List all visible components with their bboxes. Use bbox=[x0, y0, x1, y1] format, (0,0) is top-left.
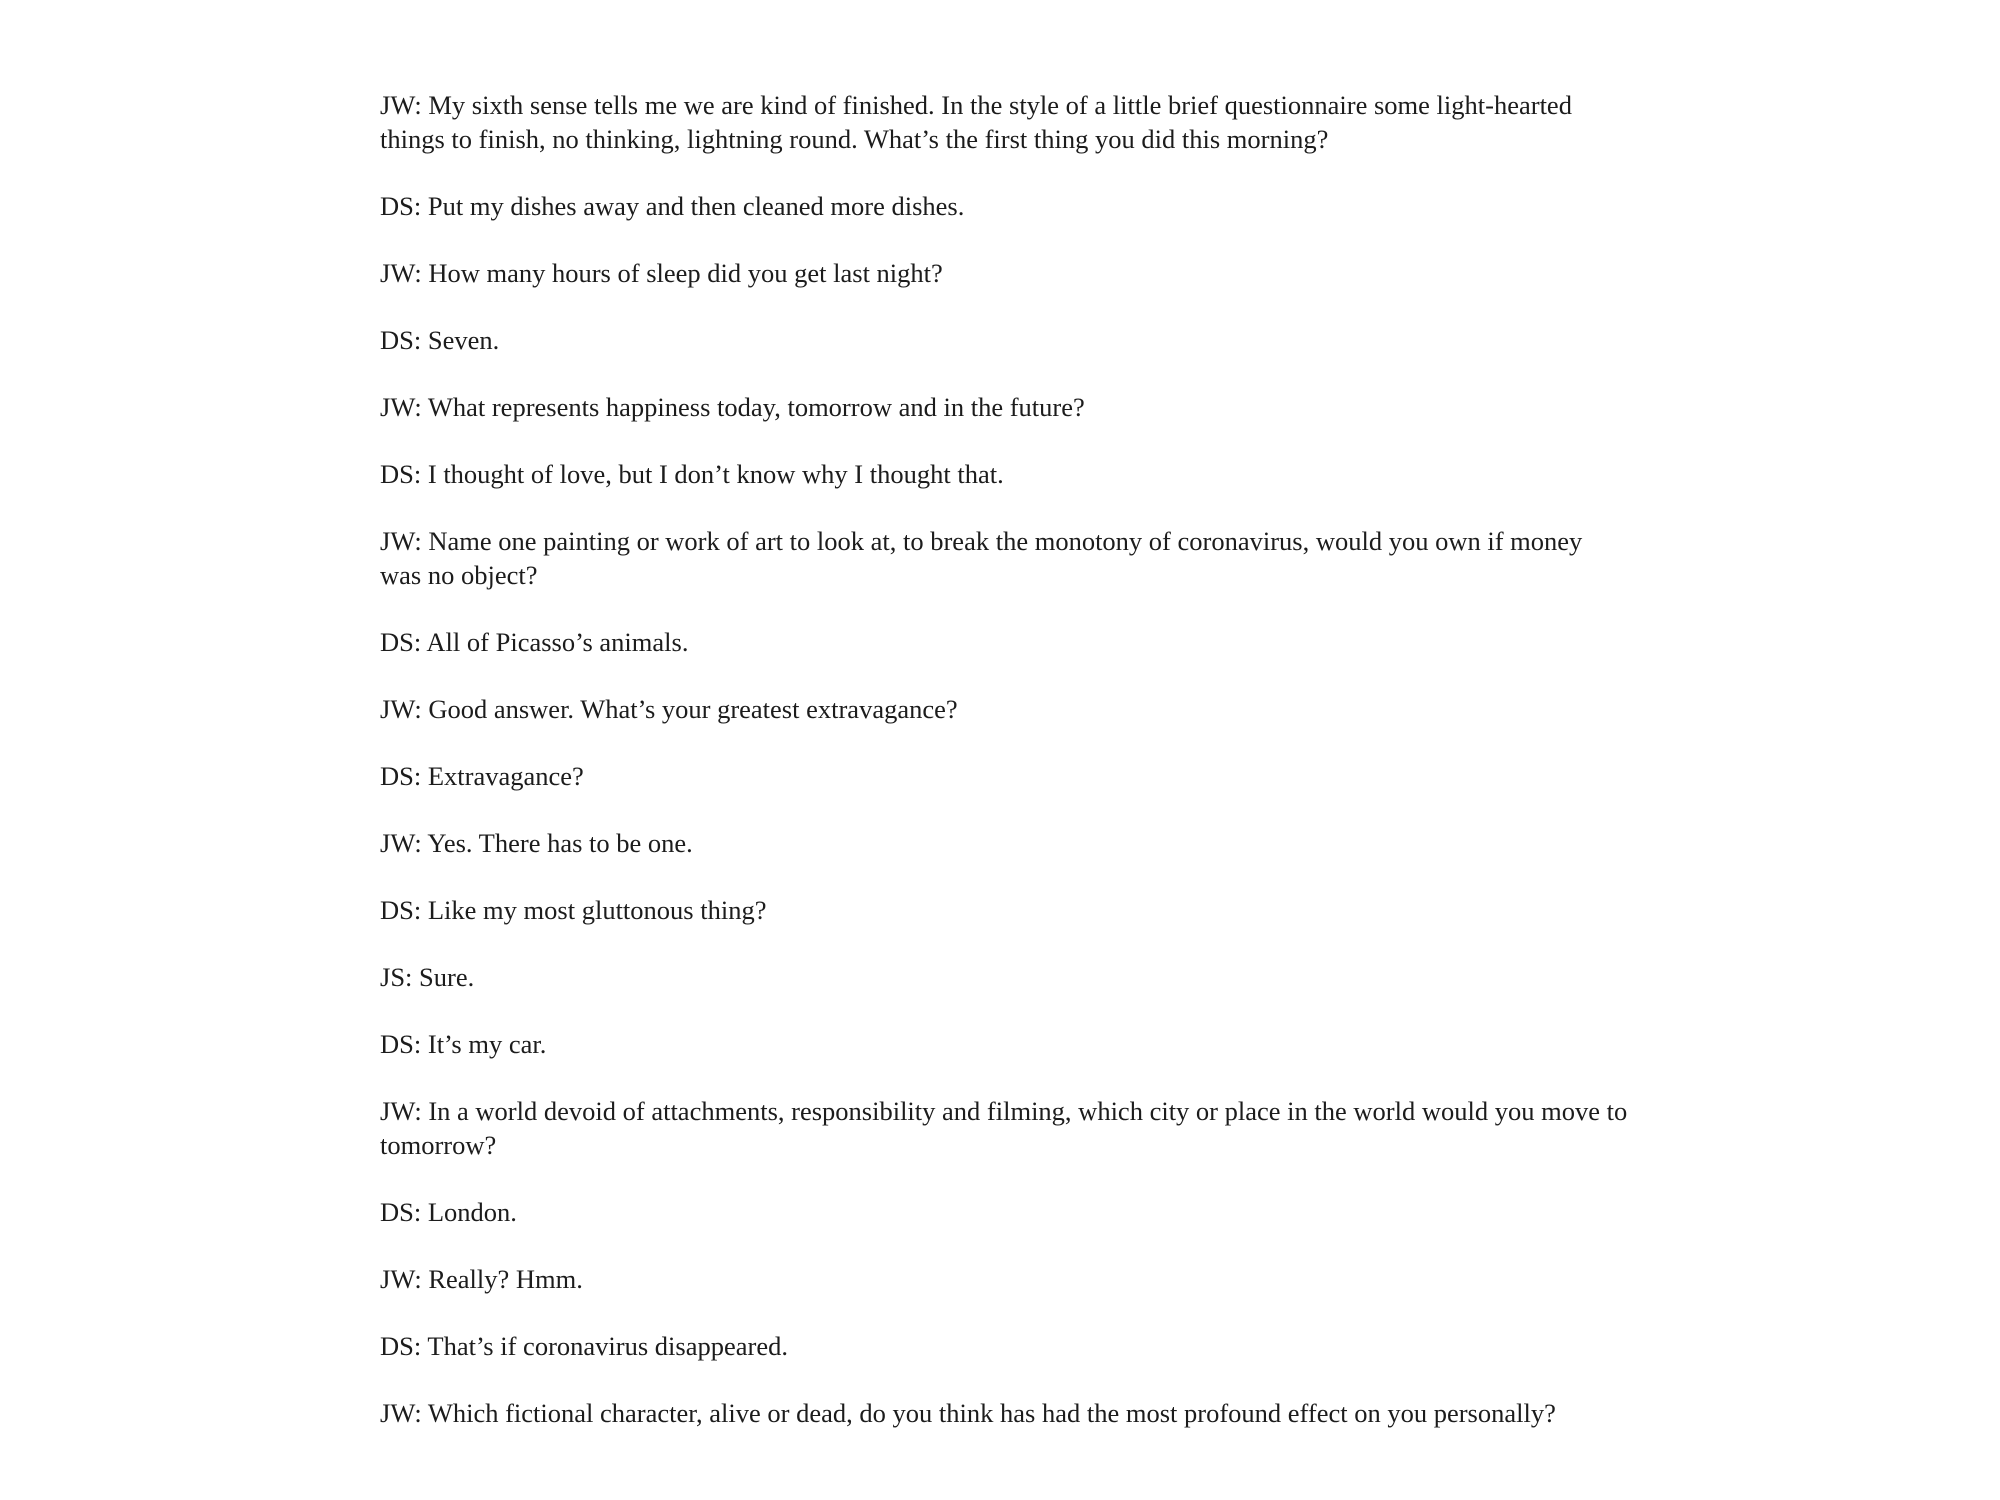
transcript-line-jw: JW: Good answer. What’s your greatest extravagance? bbox=[380, 694, 958, 724]
transcript-line-jw: JW: What represents happiness today, tomorrow and in the future? bbox=[380, 392, 1085, 422]
transcript-line-jw: JW: How many hours of sleep did you get last night? bbox=[380, 258, 943, 288]
transcript-line-jw: JW: Really? Hmm. bbox=[380, 1264, 583, 1294]
transcript-line-ds: DS: It’s my car. bbox=[380, 1029, 547, 1059]
transcript-line-ds: DS: I thought of love, but I don’t know why I thought that. bbox=[380, 459, 1004, 489]
transcript-line-js: JS: Sure. bbox=[380, 962, 475, 992]
transcript-line-jw: JW: Yes. There has to be one. bbox=[380, 828, 693, 858]
transcript-line-ds: DS: Put my dishes away and then cleaned more dishes. bbox=[380, 191, 965, 221]
transcript-line-ds: DS: London. bbox=[380, 1197, 517, 1227]
transcript-line-ds: DS: Extravagance? bbox=[380, 761, 584, 791]
transcript-line-ds: DS: All of Picasso’s animals. bbox=[380, 627, 689, 657]
transcript-line-ds: DS: Like my most gluttonous thing? bbox=[380, 895, 767, 925]
interview-transcript bbox=[380, 88, 1630, 1463]
transcript-line-jw: JW: Which fictional character, alive or dead, do you think has had the most profound effect on you personally? bbox=[380, 1398, 1556, 1428]
transcript-line-jw: JW: Name one painting or work of art to look at, to break the monotony of coronavirus, would you own if money was no object? bbox=[380, 526, 1583, 590]
transcript-line-jw: JW: My sixth sense tells me we are kind of finished. In the style of a little brief questionnaire some light-hearted things to finish, no thinking, lightning round. What’s the first thing you did this morning? bbox=[380, 90, 1572, 154]
transcript-line-ds: DS: That’s if coronavirus disappeared. bbox=[380, 1331, 788, 1361]
transcript-line-ds: DS: Seven. bbox=[380, 325, 500, 355]
transcript-line-jw: JW: In a world devoid of attachments, responsibility and filming, which city or place in the world would you move to tomorrow? bbox=[380, 1096, 1628, 1160]
